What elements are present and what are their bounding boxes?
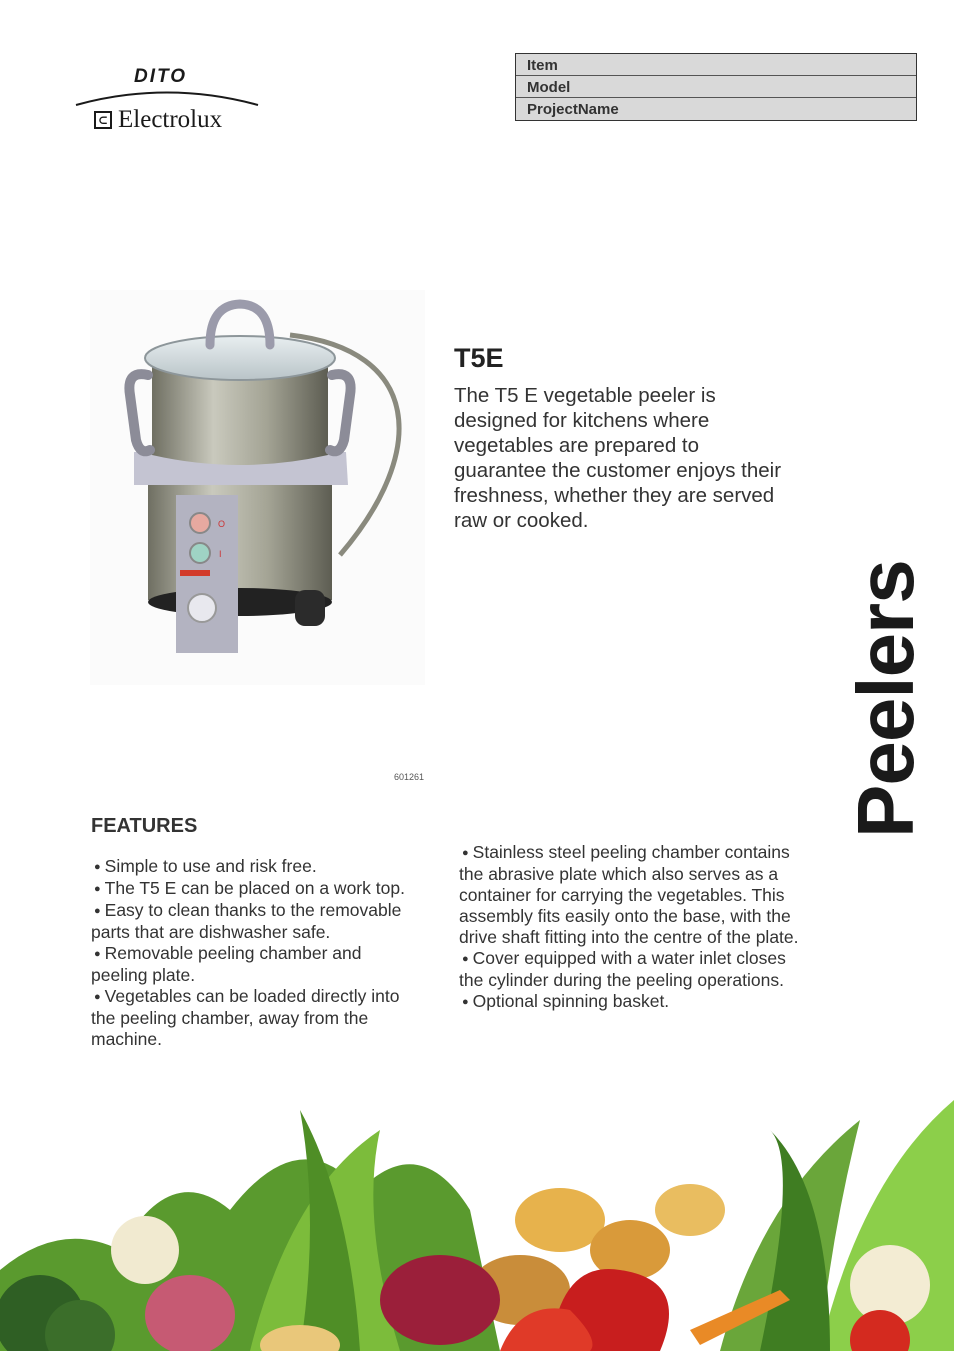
machine-lid xyxy=(145,336,335,380)
start-button-icon xyxy=(190,543,210,563)
panel-mark-off: O xyxy=(218,519,226,529)
list-item xyxy=(91,986,411,1050)
logo-brand-text: Electrolux xyxy=(118,106,223,133)
feature-text: Optional spinning basket. xyxy=(472,991,670,1011)
feature-text: Easy to clean thanks to the removable parts that are dishwasher safe. xyxy=(91,900,402,942)
bullet-icon: ● xyxy=(94,905,101,917)
list-item xyxy=(459,991,804,1013)
info-row-projectname: ProjectName xyxy=(527,101,619,118)
logo-electrolux xyxy=(94,106,222,134)
feature-list-left xyxy=(91,856,411,1050)
info-row-item: Item xyxy=(516,54,916,76)
features-heading: FEATURES xyxy=(91,815,198,837)
product-title: T5E xyxy=(454,343,504,373)
bullet-icon: ● xyxy=(462,847,469,859)
logo-dito-text: DITO xyxy=(134,66,188,87)
panel-mark-on: I xyxy=(219,549,222,559)
list-item xyxy=(91,856,411,878)
list-item xyxy=(91,878,411,900)
product-description: The T5 E vegetable peeler is designed for kitchens where vegetables are prepared to guarantee the customer enjoys their freshness, whether they are served raw or cooked. xyxy=(454,384,782,532)
section-label-vertical: Peelers xyxy=(841,560,930,838)
info-table xyxy=(515,53,917,121)
stop-button-icon xyxy=(190,513,210,533)
bullet-icon: ● xyxy=(94,991,101,1003)
bullet-icon: ● xyxy=(94,861,101,873)
photo-code: 601261 xyxy=(394,772,425,782)
feature-text: Removable peeling chamber and peeling plate. xyxy=(91,943,362,985)
list-item xyxy=(459,842,804,948)
feature-text: Simple to use and risk free. xyxy=(104,856,317,876)
bullet-icon: ● xyxy=(462,996,469,1008)
feature-list-right xyxy=(459,842,804,1013)
panel-badge-icon xyxy=(188,594,216,622)
feature-text: Vegetables can be loaded directly into the peeling chamber, away from the machine. xyxy=(91,986,400,1049)
brand-logo xyxy=(74,66,260,136)
feature-text: The T5 E can be placed on a work top. xyxy=(104,878,405,898)
feature-text: Stainless steel peeling chamber contains the abrasive plate which also serves as a container for carrying the vegetables. This assembly fits easily onto the base, with the drive shaft fitting into the centre of the plate. xyxy=(459,842,799,947)
bullet-icon: ● xyxy=(462,953,469,965)
product-photo xyxy=(90,290,425,685)
bullet-icon: ● xyxy=(94,948,101,960)
info-row-model: Model xyxy=(516,76,916,98)
vegetables-banner-image xyxy=(0,1100,954,1351)
list-item xyxy=(459,948,804,991)
list-item xyxy=(91,943,411,986)
feature-text: Cover equipped with a water inlet closes the cylinder during the peeling operations. xyxy=(459,948,786,990)
electrolux-mark-icon: ⊂ xyxy=(94,111,112,129)
bullet-icon: ● xyxy=(94,883,101,895)
list-item xyxy=(91,900,411,943)
logo-arc xyxy=(74,86,260,108)
